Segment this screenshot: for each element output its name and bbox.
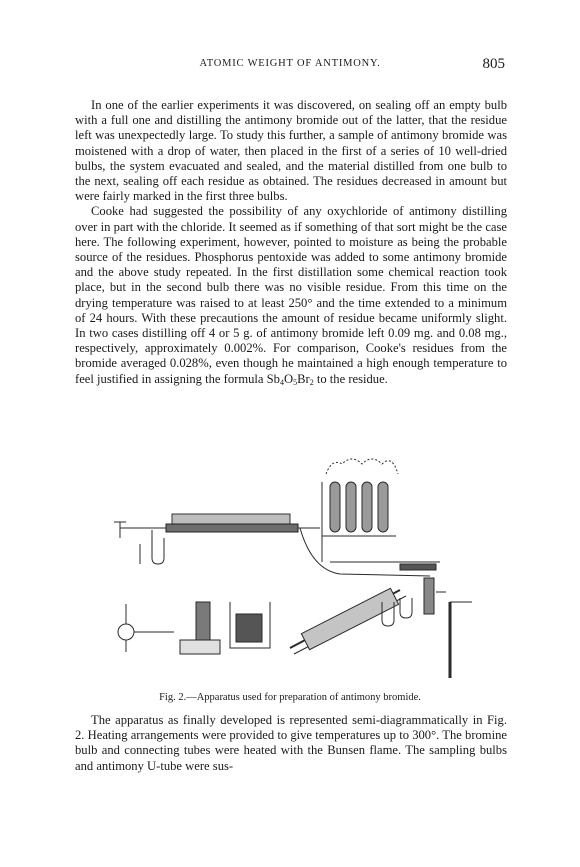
bromine-bulb bbox=[118, 604, 174, 652]
page-number: 805 bbox=[482, 56, 505, 72]
figure-caption: Fig. 2.—Apparatus used for preparation of antimony bromide. bbox=[159, 692, 421, 703]
sampling-bulbs bbox=[322, 459, 398, 562]
connecting-tubes bbox=[300, 528, 440, 576]
apparatus-drawing bbox=[100, 452, 480, 684]
formula-sb4o5br2: $Sb_4O_5Br_2$ bbox=[266, 371, 314, 387]
right-gauge bbox=[424, 578, 446, 614]
paragraph-apparatus: The apparatus as finally developed is represented semi-diagrammatically in Fig. 2. Heating arrangements were provided to give temperatures up to 300°. The bromine bulb and connecting tubes were heated with the Bunsen flame. The sampling bulbs and antimony U-tube were sus- bbox=[75, 713, 507, 773]
left-gauge bbox=[140, 530, 164, 564]
lower-furnace bbox=[290, 588, 406, 654]
paragraph-cooke-text: Cooke had suggested the possibility of any oxychloride of antimony distilling over in part with the chloride. It seemed as if something of that sort might be the case here. The following experiment, however, pointed to moisture as being the probable source of the residues. Phosphorus pentoxide was added to some antimony bromide and the above study repeated. In the first distillation some chemical reaction took place, but in the second bulb there was no visible residue. From this time on the drying temperature was raised to at least 250° and the time extended to a minimum of 24 hours. With these precautions the amount of residue became uniformly slight. In two cases distilling off 4 or 5 g. of antimony bromide left 0.09 mg. and 0.08 mg., respectively, approximately 0.002%. For comparison, Cooke's residues from the bromide averaged 0.028%, even though he maintained a high enough temperature to feel justified in assigning the formula bbox=[75, 204, 507, 386]
apparatus-figure bbox=[100, 452, 480, 684]
formula-tail: to the residue. bbox=[313, 371, 388, 386]
paragraph-cooke-comparison bbox=[75, 204, 507, 389]
body-text-continued bbox=[75, 713, 507, 774]
page-header bbox=[0, 56, 580, 76]
heating-block bbox=[180, 602, 270, 654]
body-text bbox=[75, 98, 507, 390]
running-title: ATOMIC WEIGHT OF ANTIMONY. bbox=[199, 58, 381, 69]
paragraph-residue-experiment: In one of the earlier experiments it was discovered, on sealing off an empty bulb with a full one and distilling the antimony bromide out of the latter, that the residue left was unexpectedly large. To study this further, a sample of antimony bromide was moistened with a drop of water, then placed in the first of a series of 10 well-dried bulbs, the system evacuated and sealed, and the material distilled from one bulb to the next, sealing off each residue as obtained. The residues decreased in amount but were fairly marked in the first three bulbs. bbox=[75, 98, 507, 204]
upper-furnace bbox=[114, 514, 320, 538]
stand-rod bbox=[450, 602, 472, 678]
